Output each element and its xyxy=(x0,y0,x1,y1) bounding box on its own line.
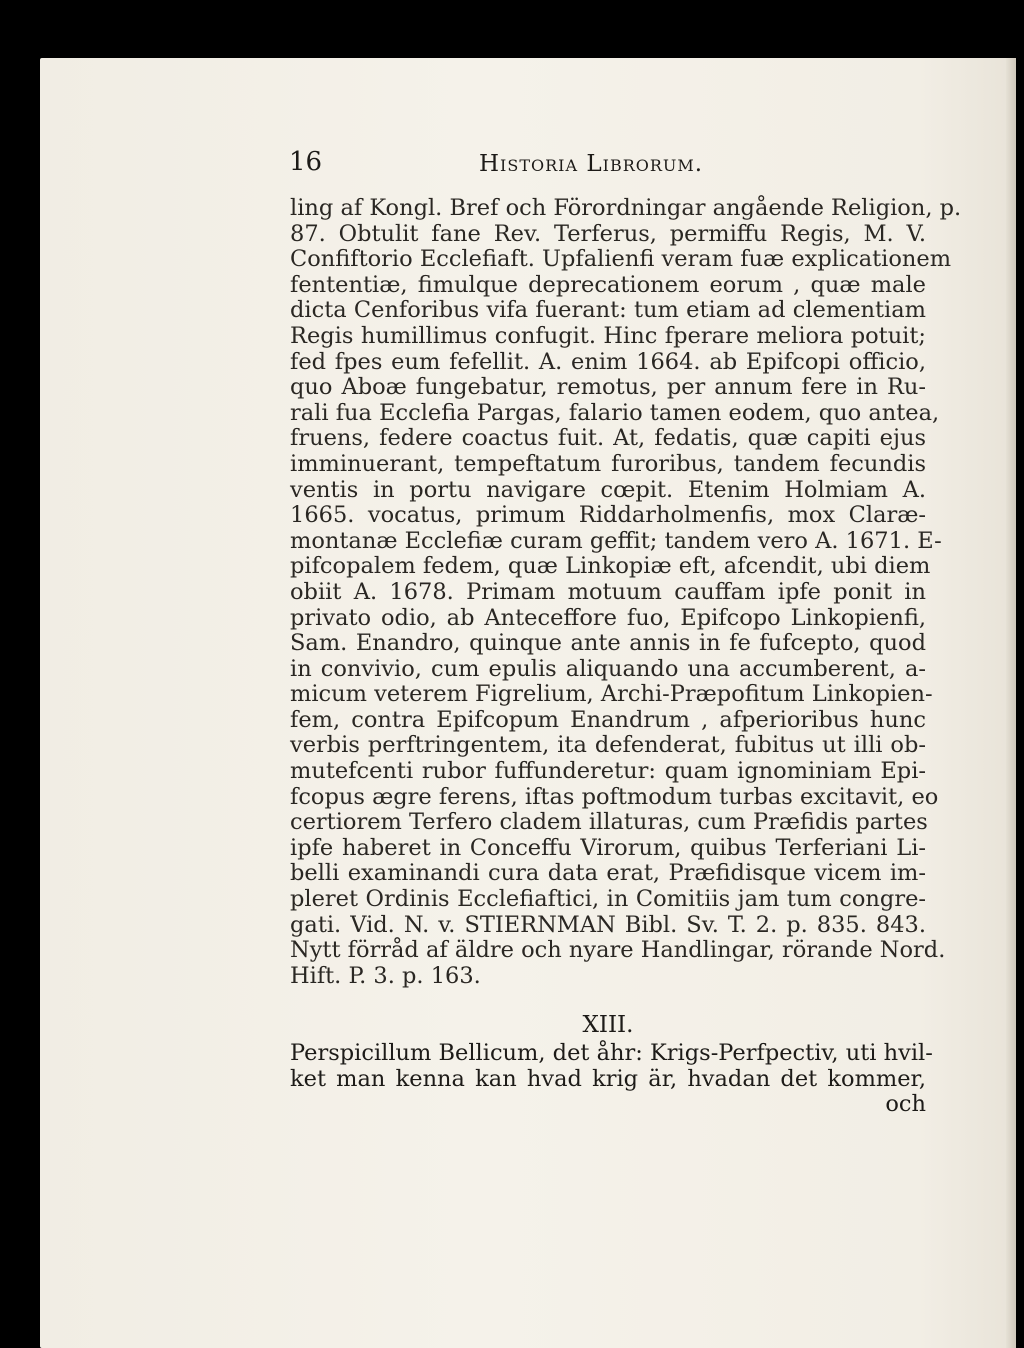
text-line: ling af Kongl. Bref och Förordningar angående Religion, p. xyxy=(290,195,962,221)
text-line: Confiftorio Ecclefiaft. Upfalienfi veram fuæ explicationem xyxy=(290,246,952,273)
text-line: Regis humillimus confugit. Hinc fperare meliora potuit; xyxy=(290,322,926,349)
text-line: in convivio, cum epulis aliquando una accumberent, a- xyxy=(290,655,926,682)
section-number: XIII. xyxy=(582,1012,634,1038)
text-line: obiit A. 1678. Primam motuum cauffam ipfe ponit in xyxy=(290,578,926,605)
text-line: pleret Ordinis Ecclefiaftici, in Comitiis jam tum congre- xyxy=(290,886,926,913)
text-line: fem, contra Epifcopum Enandrum , afperioribus hunc xyxy=(290,706,926,733)
text-line: imminuerant, tempeftatum furoribus, tandem fecundis xyxy=(290,450,926,477)
text-line: certiorem Terfero cladem illaturas, cum Præfidis partes xyxy=(290,809,928,836)
running-title: Historia Librorum. xyxy=(479,151,704,177)
text-line: fententiæ, fimulque deprecationem eorum , quæ male xyxy=(290,271,926,298)
text-line: fruens, federe coactus fuit. At, fedatis, quæ capiti ejus xyxy=(290,425,926,452)
entry-line: Perspicillum Bellicum, det åhr: Krigs-Perfpectiv, uti hvil- xyxy=(290,1040,933,1066)
text-line: rali fua Ecclefia Pargas, falario tamen eodem, quo antea, xyxy=(290,399,940,426)
text-line: Nytt förråd af äldre och nyare Handlingar, rörande Nord. xyxy=(290,937,946,964)
text-line: mutefcenti rubor fuffunderetur: quam ignominiam Epi- xyxy=(290,758,926,785)
text-line: verbis perftringentem, ita defenderat, fubitus ut illi ob- xyxy=(290,732,926,759)
entry-line: ket man kenna kan hvad krig är, hvadan det kommer, xyxy=(290,1065,926,1092)
body-text xyxy=(290,195,962,989)
text-line: belli examinandi cura data erat, Præfidisque vicem im- xyxy=(290,860,926,887)
text-line: ipfe haberet in Conceffu Virorum, quibus Terferiani Li- xyxy=(290,834,926,861)
page-header xyxy=(289,145,849,185)
text-line: fcopus ægre ferens, iftas poftmodum turbas excitavit, eo xyxy=(290,783,939,810)
text-line: privato odio, ab Anteceffore fuo, Epifcopo Linkopienfi, xyxy=(290,604,926,631)
entry-text xyxy=(290,1040,933,1118)
page-number: 16 xyxy=(289,147,323,177)
text-line: fed fpes eum fefellit. A. enim 1664. ab Epifcopi officio, xyxy=(290,348,926,375)
page-edge xyxy=(1006,58,1016,1348)
text-line: Hift. P. 3. p. 163. xyxy=(290,962,481,989)
text-line: pifcopalem fedem, quæ Linkopiæ eft, afcendit, ubi diem xyxy=(290,553,931,580)
text-line: micum veterem Figrelium, Archi-Præpofitum Linkopien- xyxy=(290,681,933,708)
entry-line: och xyxy=(885,1091,926,1118)
text-line: ventis in portu navigare cœpit. Etenim Holmiam A. xyxy=(290,476,926,503)
text-line: quo Aboæ fungebatur, remotus, per annum fere in Ru- xyxy=(290,374,926,401)
text-line: dicta Cenforibus vifa fuerant: tum etiam ad clementiam xyxy=(290,297,926,324)
text-line: gati. Vid. N. v. STIERNMAN Bibl. Sv. T. 2. p. 835. 843. xyxy=(290,911,926,938)
text-line: montanæ Ecclefiæ curam geffit; tandem vero A. 1671. E- xyxy=(290,527,942,554)
text-line: 1665. vocatus, primum Riddarholmenfis, mox Claræ- xyxy=(290,502,926,529)
text-line: 87. Obtulit fane Rev. Terferus, permiffu Regis, M. V. xyxy=(290,220,926,247)
text-line: Sam. Enandro, quinque ante annis in fe fufcepto, quod xyxy=(290,630,926,657)
